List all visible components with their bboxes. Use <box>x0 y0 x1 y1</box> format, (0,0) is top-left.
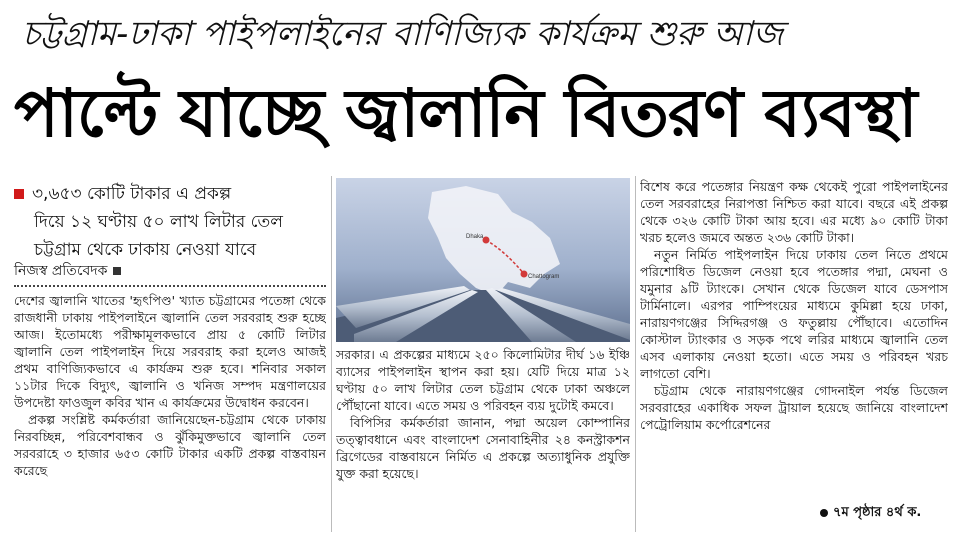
sub-deck-line: ৩,৬৫৩ কোটি টাকার এ প্রকল্প <box>14 180 326 208</box>
article-paragraph: বিপিসির কর্মকর্তারা জানান, পদ্মা অয়েল কোম্পানির তত্ত্বাবধানে এবং বাংলাদেশ সেনাবাহিনীর ২৪ কনস্ট্রাকশন ব্রিগেডের বাস্তবায়নে নির্মিত এ প্রকল্পে অত্যাধুনিক প্রযুক্তি যুক্ত করা হয়েছে। <box>336 415 630 481</box>
article-paragraph: চট্টগ্রাম থেকে নারায়ণগঞ্জের গোদনাইল পর্যন্ত ডিজেল সরবরাহের একাধিক সফল ট্রায়াল হয়েছে জানিয়ে বাংলাদেশ পেট্রোলিয়াম কর্পোরেশনের <box>640 383 948 432</box>
sub-deck-line: চট্টগ্রাম থেকে ঢাকায় নেওয়া যাবে <box>34 240 257 260</box>
column-divider <box>331 176 332 532</box>
sub-deck-line: দিয়ে ১২ ঘণ্টায় ৫০ লাখ লিটার তেল <box>34 212 283 232</box>
article-paragraph: প্রকল্প সংশ্লিষ্ট কর্মকর্তারা জানিয়েছেন-চট্টগ্রাম থেকে ঢাকায় নিরবচ্ছিন্ন, পরিবেশবান্ধব ও ঝুঁকিমুক্তভাবে জ্বালানি তেল সরবরাহে ৩ হাজার ৬৫৩ কোটি টাকার একটি প্রকল্প বাস্তবায়ন করেছে <box>14 412 326 478</box>
article-paragraph: নতুন নির্মিত পাইপলাইন দিয়ে ঢাকায় তেল নিতে প্রথমে পরিশোধিত ডিজেল নেওয়া হবে পতেঙ্গার পদ্মা, মেঘনা ও যমুনার ৯টি ট্যাংকে। সেখান থেকে ডিজেল যাবে ডেসপাস টার্মিনালে। এরপর পাম্পিংয়ের মাধ্যমে কুমিল্লা হয়ে ঢাকা, নারায়ণগঞ্জের সিদ্দিরগঞ্জ ও ফতুল্লায় পৌঁছাবে। এতোদিন কোস্টাল ট্যাংকার ও সড়ক পথে লরির মাধ্যমে জ্বালানি তেল এসব এলাকায় নেওয়া হতো। এতে সময় ও পরিবহন খরচ লাগতো বেশি। <box>640 247 948 381</box>
main-headline: পাল্টে যাচ্ছে জ্বালানি বিতরণ ব্যবস্থা <box>14 75 917 152</box>
continued-on-page-link[interactable]: ৭ম পৃষ্ঠার ৪র্থ ক. <box>820 504 950 522</box>
article-column-right <box>640 178 948 496</box>
sub-deck <box>14 180 326 264</box>
red-square-bullet-icon <box>14 189 24 199</box>
dhaka-label: Dhaka <box>466 234 484 240</box>
chattogram-map-pin-icon <box>521 271 528 278</box>
dhaka-map-pin-icon <box>483 237 490 244</box>
article-paragraph: সরকার। এ প্রকল্পের মাধ্যমে ২৫০ কিলোমিটার দীর্ঘ ১৬ ইঞ্চি ব্যাসের পাইপলাইন স্থাপন করা হয়। যেটি দিয়ে মাত্র ১২ ঘণ্টায় ৫০ লাখ লিটার তেল চট্টগ্রাম থেকে ঢাকা অঞ্চলে পৌঁছানো যাবে। এতে সময় ও পরিবহন ব্যয় দুটোই কমবে। <box>336 347 630 413</box>
bullet-icon <box>820 509 828 517</box>
pipeline-map-photo <box>336 178 630 342</box>
article-column-middle <box>336 346 630 532</box>
square-icon <box>113 267 121 275</box>
article-paragraph: বিশেষ করে পতেঙ্গার নিয়ন্ত্রণ কক্ষ থেকেই পুরো পাইপলাইনের তেল সরবরাহের নিরাপত্তা নিশ্চিত করা যাবে। বছরে এই প্রকল্প থেকে ৩২৬ কোটি টাকা আয় হবে। এর মধ্যে ৯০ কোটি টাকা খরচ হলেও জমবে অন্তত ২৩৬ কোটি টাকা। <box>640 179 948 245</box>
byline: নিজস্ব প্রতিবেদক <box>14 262 326 280</box>
kicker-headline: চট্টগ্রাম-ঢাকা পাইপলাইনের বাণিজ্যিক কার্যক্রম শুরু আজ <box>22 14 784 54</box>
dotted-separator <box>14 285 326 287</box>
article-column-left <box>14 292 326 532</box>
pipeline-illustration <box>336 178 630 342</box>
chattogram-label: Chattogram <box>528 274 560 280</box>
article-paragraph: দেশের জ্বালানি খাতের 'হৃৎপিণ্ড' খ্যাত চট্টগ্রামের পতেঙ্গা থেকে রাজধানী ঢাকায় পাইপলাইনে জ্বালানি তেল সরবরাহ শুরু হচ্ছে আজ। ইতোমধ্যে পরীক্ষামূলকভাবে প্রায় ৫ কোটি লিটার জ্বালানি তেল পাইপলাইন দিয়ে সরবরাহ করা হলেও আজই প্রথম বাণিজ্যিকভাবে এ কার্যক্রম শুরু হবে। শনিবার সকাল ১১টার দিকে বিদ্যুৎ, জ্বালানি ও খনিজ সম্পদ মন্ত্রণালয়ের উপদেষ্টা ফাওজুল কবির খান এ কার্যক্রমের উদ্বোধন করবেন। <box>14 293 326 410</box>
column-divider <box>635 176 636 532</box>
